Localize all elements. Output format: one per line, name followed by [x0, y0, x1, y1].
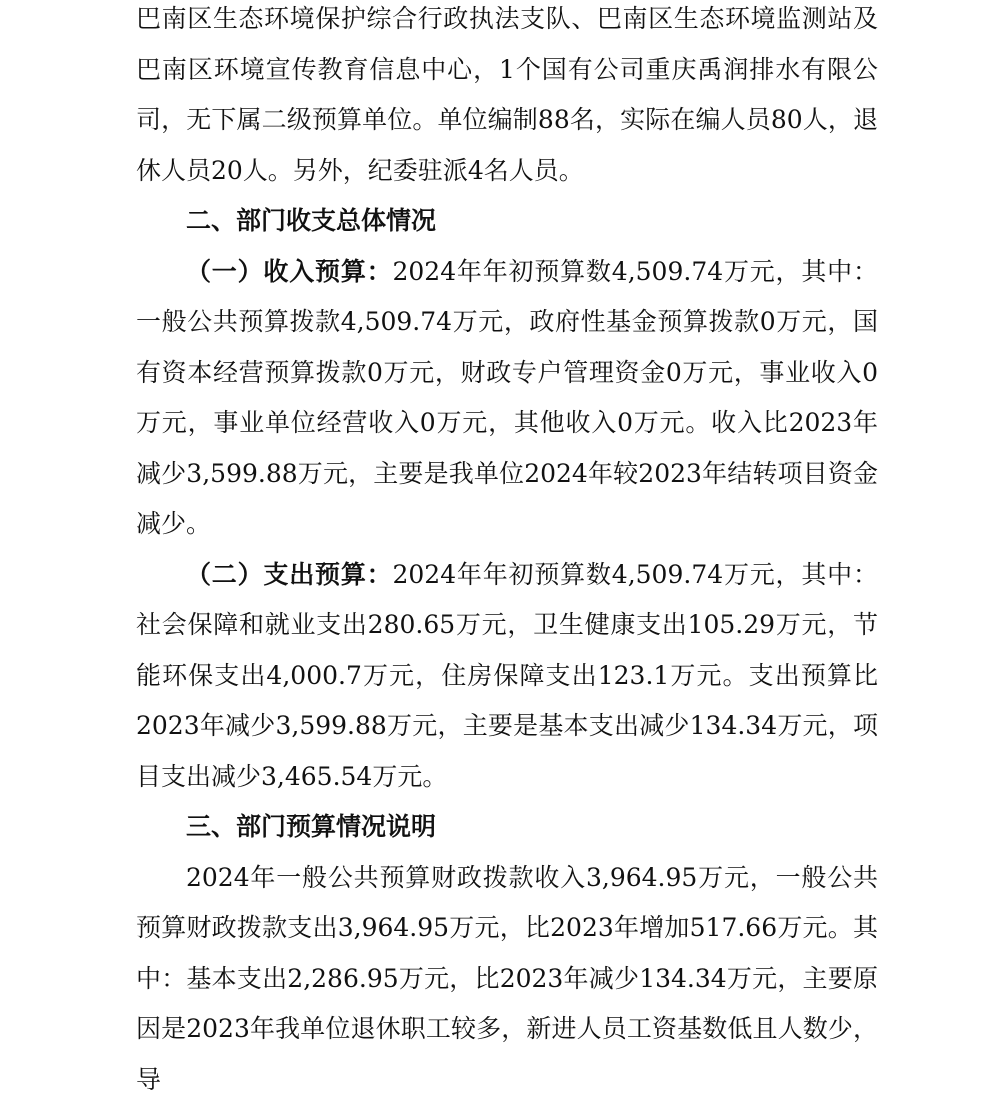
document-page — [136, 0, 878, 1105]
expense-budget-text: 2024年年初预算数4,509.74万元，其中：社会保障和就业支出280.65万元，卫生健康支出105.29万元，节能环保支出4,000.7万元，住房保障支出123.1万元。支出预算比2023年减少3,599.88万元，主要是基本支出减少134.34万元，项目支出减少3,465.54万元。 — [136, 560, 878, 791]
income-budget-label: （一）收入预算： — [186, 257, 393, 286]
income-budget-text: 2024年年初预算数4,509.74万元，其中：一般公共预算拨款4,509.74万元，政府性基金预算拨款0万元，国有资本经营预算拨款0万元，财政专户管理资金0万元，事业收入0万元，事业单位经营收入0万元，其他收入0万元。收入比2023年减少3,599.88万元，主要是我单位2024年较2023年结转项目资金减少。 — [136, 257, 878, 539]
expense-budget-label: （二）支出预算： — [186, 560, 393, 589]
section-heading-revenue-expenditure: 二、部门收支总体情况 — [136, 196, 878, 247]
paragraph-unit-overview: 巴南区生态环境保护综合行政执法支队、巴南区生态环境监测站及巴南区环境宣传教育信息中心，1个国有公司重庆禹润排水有限公司，无下属二级预算单位。单位编制88名，实际在编人员80人，退休人员20人。另外，纪委驻派4名人员。 — [136, 0, 878, 196]
paragraph-expense-budget — [136, 550, 878, 803]
paragraph-income-budget — [136, 247, 878, 550]
section-heading-budget-explanation: 三、部门预算情况说明 — [136, 802, 878, 853]
paragraph-general-public-budget: 2024年一般公共预算财政拨款收入3,964.95万元，一般公共预算财政拨款支出3,964.95万元，比2023年增加517.66万元。其中：基本支出2,286.95万元，比2023年减少134.34万元，主要原因是2023年我单位退休职工较多，新进人员工资基数低且人数少，导 — [136, 853, 878, 1105]
